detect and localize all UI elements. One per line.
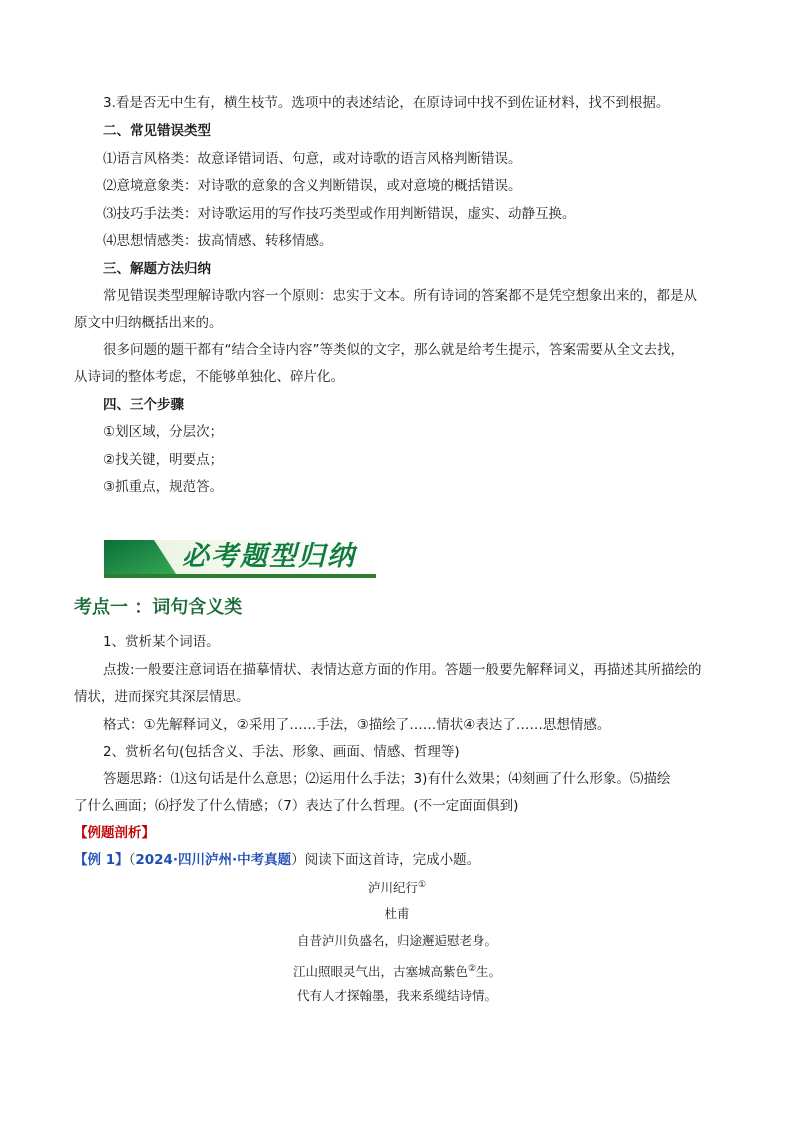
example-prompt: 阅读下面这首诗，完成小题。 xyxy=(304,852,481,868)
poem-line-text-end: 生。 xyxy=(476,964,502,980)
section-heading: 三、解题方法归纳 xyxy=(103,261,211,277)
banner-title: 必考题型归纳 xyxy=(182,541,356,572)
poem-line-text: 江山照眼灵气出，古塞城高紫色 xyxy=(292,964,468,980)
paragraph-line: 常见错误类型理解诗歌内容一个原则：忠实于文本。所有诗词的答案都不是凭空想象出来的，都是从 xyxy=(103,288,697,304)
paragraph-line: 1、赏析某个词语。 xyxy=(103,634,220,650)
example-label: 【例题剖析】 xyxy=(74,825,155,841)
section-banner xyxy=(104,540,376,580)
step-item: ①划区域，分层次； xyxy=(103,424,224,440)
paragraph-line: 原文中归纳概括出来的。 xyxy=(74,315,223,331)
footnote-marker: ② xyxy=(467,964,477,974)
example-source: 2024·四川泸州·中考真题 xyxy=(135,852,292,868)
step-item: ③抓重点，规范答。 xyxy=(103,479,224,495)
topic-heading: 考点一 ：词句含义类 xyxy=(74,597,243,618)
list-item: ⑶技巧手法类：对诗歌运用的写作技巧类型或作用判断错误，虚实、动静互换。 xyxy=(103,206,576,222)
paragraph-line: 了什么画面；⑹抒发了什么情感；（7）表达了什么哲理。(不一定面面俱到) xyxy=(74,798,519,814)
list-item: ⑴语言风格类：故意译错词语、句意，或对诗歌的语言风格判断错误。 xyxy=(103,151,522,167)
list-item: ⑷思想情感类：拔高情感、转移情感。 xyxy=(103,233,333,249)
example-intro xyxy=(74,851,480,869)
section-heading: 四、三个步骤 xyxy=(103,397,184,413)
banner-triangle-icon xyxy=(104,540,176,574)
paragraph-line: 很多问题的题干都有“结合全诗内容”等类似的文字，那么就是给考生提示，答案需要从全文去找， xyxy=(103,342,684,358)
poem-author: 杜甫 xyxy=(384,906,410,921)
list-item: ⑵意境意象类：对诗歌的意象的含义判断错误，或对意境的概括错误。 xyxy=(103,178,522,194)
poem-line xyxy=(0,961,794,980)
paragraph-line: 从诗词的整体考虑，不能够单独化、碎片化。 xyxy=(74,369,344,385)
poem-line xyxy=(0,988,794,1004)
poem-line-text: 自昔泸川负盛名，归途邂逅慰老身。 xyxy=(296,933,497,948)
poem-line-text: 代有人才探翰墨，我来系缆结诗情。 xyxy=(296,988,497,1003)
example-tag: 【例 1】 xyxy=(74,852,129,868)
example-source-open: （ xyxy=(128,852,136,868)
example-source-close: ） xyxy=(291,852,305,868)
poem-title xyxy=(0,877,794,896)
paragraph-line: 答题思路：⑴这句话是什么意思；⑵运用什么手法；3)有什么效果；⑷刻画了什么形象。⑸描绘 xyxy=(103,771,671,787)
paragraph-line: 格式：①先解释词义，②采用了……手法，③描绘了……情状④表达了……思想情感。 xyxy=(103,717,611,733)
footnote-marker: ① xyxy=(417,880,427,890)
paragraph-line: 2、赏析名句(包括含义、手法、形象、画面、情感、哲理等) xyxy=(103,744,460,760)
step-item: ②找关键，明要点； xyxy=(103,452,224,468)
section-heading: 二、常见错误类型 xyxy=(103,123,211,139)
paragraph-line: 情状，进而探究其深层情思。 xyxy=(74,689,250,705)
poem-line xyxy=(0,933,794,949)
paragraph-line: 点拨:一般要注意词语在描摹情状、表情达意方面的作用。答题一般要先解释词义，再描述其所描绘的 xyxy=(103,662,702,678)
banner-underline xyxy=(104,574,376,578)
poem-title-text: 泸川纪行 xyxy=(367,880,418,896)
paragraph-line: 3.看是否无中生有，横生枝节。选项中的表述结论，在原诗词中找不到佐证材料，找不到根据。 xyxy=(103,95,670,111)
